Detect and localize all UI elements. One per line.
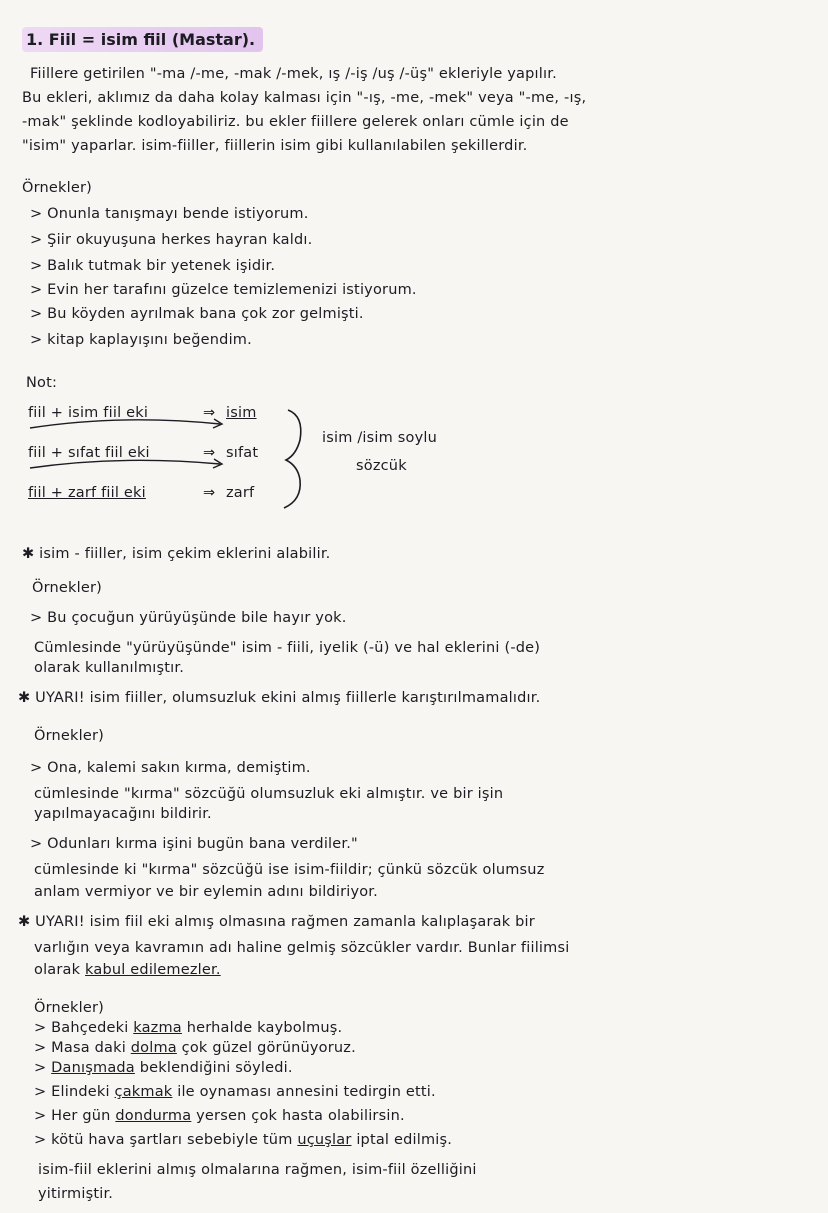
explanation-line: Cümlesinde "yürüyüşünde" isim - fiili, iyelik (-ü) ve hal eklerini (-de) — [34, 640, 541, 656]
explanation-line: anlam vermiyor ve bir eylemin adını bildiriyor. — [34, 884, 378, 900]
note-row-left: fiil + isim fiil eki — [28, 405, 149, 421]
arrow-icon: ⇒ — [203, 485, 216, 501]
explanation-line: olarak kullanılmıştır. — [34, 660, 185, 676]
example-item: > Odunları kırma işini bugün bana verdiler." — [30, 836, 358, 852]
note-row-left: fiil + zarf fiil eki — [28, 485, 146, 501]
closing-line: yitirmiştir. — [38, 1186, 114, 1202]
warning-text: varlığın veya kavramın adı haline gelmiş sözcükler vardır. Bunlar fiilimsi — [34, 940, 570, 956]
example-item: > Balık tutmak bir yetenek işidir. — [30, 258, 276, 274]
note-row-left: fiil + sıfat fiil eki — [28, 445, 150, 461]
star-icon: ✱ — [22, 546, 35, 562]
example-item: > Ona, kalemi sakın kırma, demiştim. — [30, 760, 311, 776]
examples-heading: Örnekler) — [34, 728, 104, 744]
example-item: > kötü hava şartları sebebiyle tüm uçuşlar iptal edilmiş. — [34, 1132, 453, 1148]
warning-note — [18, 690, 540, 706]
example-item: > Bu köyden ayrılmak bana çok zor gelmişti. — [30, 306, 364, 322]
example-item: > Bu çocuğun yürüyüşünde bile hayır yok. — [30, 610, 347, 626]
warning-note — [18, 914, 535, 930]
star-note — [22, 546, 331, 562]
example-item: > Her gün dondurma yersen çok hasta olabilirsin. — [34, 1108, 405, 1124]
star-note-text: isim - fiiller, isim çekim eklerini alabilir. — [39, 546, 331, 562]
warning-text: UYARI! isim fiil eki almış olmasına rağmen zamanla kalıplaşarak bir — [35, 914, 535, 930]
note-heading: Not: — [26, 375, 58, 391]
example-item: > Evin her tarafını güzelce temizlemenizi istiyorum. — [30, 282, 417, 298]
intro-line: -mak" şeklinde kodloyabiliriz. bu ekler fiillere gelerek onları cümle için de — [22, 114, 569, 130]
note-row-result: isim — [226, 405, 257, 421]
example-item: > Şiir okuyuşuna herkes hayran kaldı. — [30, 232, 313, 248]
underlined-text: kabul edilemezler. — [85, 962, 221, 978]
example-item: > Danışmada beklendiğini söyledi. — [34, 1060, 293, 1076]
example-item: > Onunla tanışmayı bende istiyorum. — [30, 206, 309, 222]
explanation-line: yapılmayacağını bildirir. — [34, 806, 212, 822]
arrow-icon: ⇒ — [203, 445, 216, 461]
example-item: > Masa daki dolma çok güzel görünüyoruz. — [34, 1040, 356, 1056]
star-icon: ✱ — [18, 914, 31, 930]
example-item: > kitap kaplayışını beğendim. — [30, 332, 252, 348]
explanation-line: cümlesinde "kırma" sözcüğü olumsuzluk eki almıştır. ve bir işin — [34, 786, 504, 802]
brace-label: isim /isim soylu — [322, 430, 438, 446]
intro-line: Bu ekleri, aklımız da daha kolay kalması için "-ış, -me, -mek" veya "-me, -ış, — [22, 90, 587, 106]
note-row-result: sıfat — [226, 445, 259, 461]
example-item: > Bahçedeki kazma herhalde kaybolmuş. — [34, 1020, 343, 1036]
example-item: > Elindeki çakmak ile oynaması annesini tedirgin etti. — [34, 1084, 436, 1100]
page-title: 1. Fiil = isim fiil (Mastar). — [22, 27, 263, 52]
warning-text-last — [34, 962, 221, 978]
note-row-result: zarf — [226, 485, 255, 501]
examples-heading: Örnekler) — [22, 180, 92, 196]
closing-line: isim-fiil eklerini almış olmalarına rağmen, isim-fiil özelliğini — [38, 1162, 477, 1178]
explanation-line: cümlesinde ki "kırma" sözcüğü ise isim-fiildir; çünkü sözcük olumsuz — [34, 862, 545, 878]
intro-line: "isim" yaparlar. isim-fiiller, fiillerin isim gibi kullanılabilen şekillerdir. — [22, 138, 528, 154]
brace-label: sözcük — [356, 458, 407, 474]
arrow-icon: ⇒ — [203, 405, 216, 421]
examples-heading: Örnekler) — [32, 580, 102, 596]
intro-line: Fiillere getirilen "-ma /-me, -mak /-mek, ış /-iş /uş /-üş" ekleriyle yapılır. — [30, 66, 557, 82]
warning-text: UYARI! isim fiiller, olumsuzluk ekini almış fiillerle karıştırılmamalıdır. — [35, 690, 541, 706]
star-icon: ✱ — [18, 690, 31, 706]
examples-heading: Örnekler) — [34, 1000, 104, 1016]
warning-text: olarak — [34, 962, 81, 978]
